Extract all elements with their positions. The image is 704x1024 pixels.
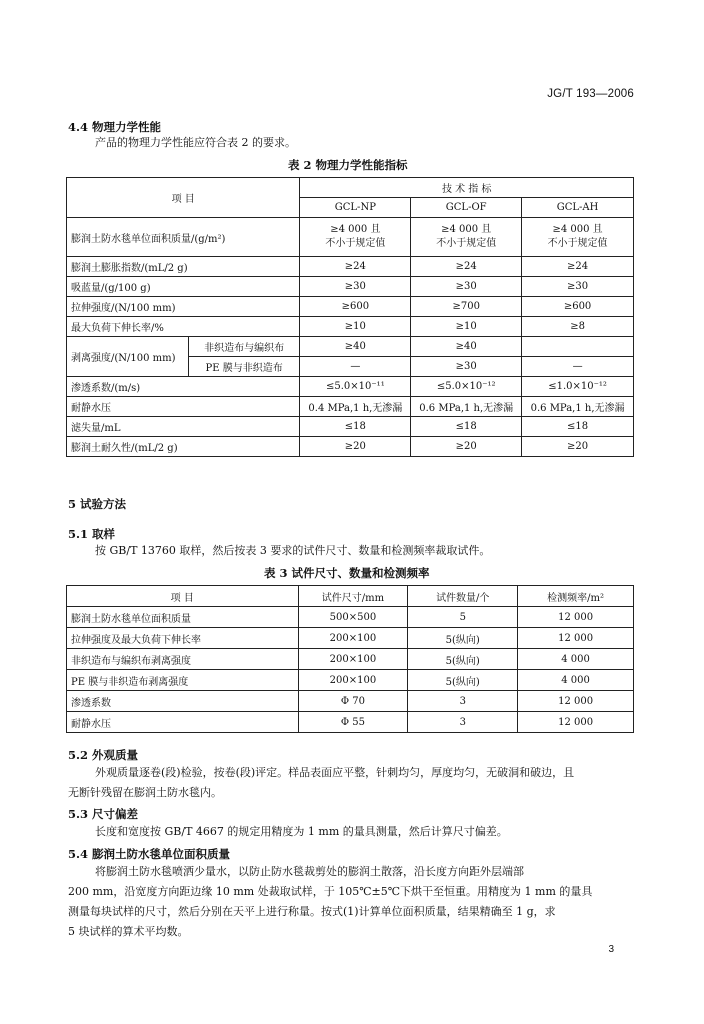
table-2-cell: ≥24 bbox=[411, 257, 522, 277]
section-5-2-paragraph-line1: 外观质量逐卷(段)检验，按卷(段)评定。样品表面应平整，针刺均匀，厚度均匀，无破洞和破边，且 bbox=[95, 766, 575, 779]
table-2-item: 耐静水压 bbox=[67, 397, 300, 417]
table-row bbox=[67, 691, 634, 712]
table-2-item: 膨润土防水毯单位面积质量/(g/m²) bbox=[67, 218, 300, 257]
table-3-cell: 500×500 bbox=[298, 607, 408, 628]
table-3-cell: 5 bbox=[408, 607, 518, 628]
table-2-subitem: 非织造布与编织布 bbox=[188, 337, 300, 357]
table-2-subheader: GCL-OF bbox=[411, 198, 522, 218]
table-2-item: 最大负荷下伸长率/% bbox=[67, 317, 300, 337]
table-3-cell: 12 000 bbox=[518, 628, 634, 649]
page-number: 3 bbox=[608, 944, 614, 955]
table-2-item: 膨润土耐久性/(mL/2 g) bbox=[67, 437, 300, 457]
table-row bbox=[67, 257, 634, 277]
table-2-cell: ≥30 bbox=[411, 357, 522, 377]
table-3 bbox=[66, 585, 634, 733]
table-2-cell: ≥30 bbox=[411, 277, 522, 297]
section-5-heading: 5 试验方法 bbox=[68, 497, 127, 511]
table-3-cell: 5(纵向) bbox=[408, 670, 518, 691]
table-2-item: 膨润土膨胀指数/(mL/2 g) bbox=[67, 257, 300, 277]
section-5-4-line4: 5 块试样的算术平均数。 bbox=[68, 925, 189, 938]
table-2-cell: ≥4 000 且 不小于规定值 bbox=[411, 218, 522, 257]
table-2-subheader: GCL-AH bbox=[522, 198, 634, 218]
table-3-cell: 12 000 bbox=[518, 691, 634, 712]
table-3-caption: 表 3 试件尺寸、数量和检测频率 bbox=[264, 566, 430, 580]
table-2-cell: ≥40 bbox=[411, 337, 522, 357]
table-3-cell: 非织造布与编织布剥离强度 bbox=[67, 649, 299, 670]
standard-number: JG/T 193—2006 bbox=[547, 88, 634, 100]
table-2-item: 渗透系数/(m/s) bbox=[67, 377, 300, 397]
table-2 bbox=[66, 177, 634, 457]
table-2-cell: ≥10 bbox=[411, 317, 522, 337]
table-2-tech-header: 技 术 指 标 bbox=[300, 178, 634, 198]
table-2-cell: ≥600 bbox=[300, 297, 411, 317]
section-5-2-heading: 5.2 外观质量 bbox=[68, 748, 139, 762]
table-3-cell: 4 000 bbox=[518, 670, 634, 691]
table-2-cell: — bbox=[522, 357, 634, 377]
table-2-item: 吸蓝量/(g/100 g) bbox=[67, 277, 300, 297]
section-4-4-heading: 4.4 物理力学性能 bbox=[68, 120, 162, 134]
section-5-4-line2: 200 mm，沿宽度方向距边缘 10 mm 处裁取试样，于 105℃±5℃下烘干至恒重。用精度为 1 mm 的量具 bbox=[68, 885, 593, 898]
table-3-cell: 3 bbox=[408, 691, 518, 712]
table-2-cell: ≥24 bbox=[300, 257, 411, 277]
table-2-cell: ≥30 bbox=[522, 277, 634, 297]
table-2-cell: ≥700 bbox=[411, 297, 522, 317]
table-2-item: 剥离强度/(N/100 mm) bbox=[67, 337, 189, 377]
table-2-cell: ≥4 000 且 不小于规定值 bbox=[522, 218, 634, 257]
table-2-cell: ≤5.0×10⁻¹¹ bbox=[300, 377, 411, 397]
table-row bbox=[67, 417, 634, 437]
table-3-header: 检测频率/m² bbox=[518, 586, 634, 607]
section-5-4-heading: 5.4 膨润土防水毯单位面积质量 bbox=[68, 847, 231, 861]
table-3-cell: 12 000 bbox=[518, 712, 634, 733]
table-3-cell: PE 膜与非织造布剥离强度 bbox=[67, 670, 299, 691]
table-3-cell: 5(纵向) bbox=[408, 649, 518, 670]
table-row bbox=[67, 628, 634, 649]
section-5-2-paragraph-line2: 无断针残留在膨润土防水毯内。 bbox=[68, 786, 222, 799]
section-5-4-line3: 测量每块试样的尺寸，然后分别在天平上进行称量。按式(1)计算单位面积质量，结果精确至 1 g，求 bbox=[68, 905, 556, 918]
table-2-cell: ≤5.0×10⁻¹² bbox=[411, 377, 522, 397]
table-row bbox=[67, 607, 634, 628]
table-2-caption: 表 2 物理力学性能指标 bbox=[288, 158, 408, 172]
table-row bbox=[67, 649, 634, 670]
table-3-cell: 200×100 bbox=[298, 649, 408, 670]
table-2-cell: ≥10 bbox=[300, 317, 411, 337]
table-2-cell: ≥20 bbox=[300, 437, 411, 457]
table-2-cell: 0.6 MPa,1 h,无渗漏 bbox=[411, 397, 522, 417]
section-5-1-heading: 5.1 取样 bbox=[68, 527, 116, 541]
table-3-header: 试件尺寸/mm bbox=[298, 586, 408, 607]
table-2-cell: ≤18 bbox=[411, 417, 522, 437]
table-2-cell bbox=[522, 337, 634, 357]
table-3-cell: 耐静水压 bbox=[67, 712, 299, 733]
table-2-cell: ≥4 000 且 不小于规定值 bbox=[300, 218, 411, 257]
table-2-cell: ≥20 bbox=[522, 437, 634, 457]
table-2-cell: ≤1.0×10⁻¹² bbox=[522, 377, 634, 397]
table-row bbox=[67, 437, 634, 457]
table-2-cell: ≤18 bbox=[300, 417, 411, 437]
table-3-cell: 200×100 bbox=[298, 670, 408, 691]
section-5-4-line1: 将膨润土防水毯喷洒少量水，以防止防水毯裁剪处的膨润土散落，沿长度方向距外层端部 bbox=[95, 865, 524, 878]
table-3-cell: Φ 55 bbox=[298, 712, 408, 733]
table-row bbox=[67, 397, 634, 417]
table-row bbox=[67, 317, 634, 337]
section-5-3-paragraph: 长度和宽度按 GB/T 4667 的规定用精度为 1 mm 的量具测量，然后计算尺寸偏差。 bbox=[95, 825, 508, 838]
table-3-cell: 5(纵向) bbox=[408, 628, 518, 649]
table-row bbox=[67, 277, 634, 297]
table-2-cell: ≥20 bbox=[411, 437, 522, 457]
table-2-subheader: GCL-NP bbox=[300, 198, 411, 218]
table-row bbox=[67, 218, 634, 257]
table-3-cell: Φ 70 bbox=[298, 691, 408, 712]
table-row bbox=[67, 712, 634, 733]
table-3-cell: 渗透系数 bbox=[67, 691, 299, 712]
table-3-header: 项 目 bbox=[67, 586, 299, 607]
table-row bbox=[67, 337, 634, 357]
table-2-cell: — bbox=[300, 357, 411, 377]
table-2-item: 滤失量/mL bbox=[67, 417, 300, 437]
table-2-cell: 0.4 MPa,1 h,无渗漏 bbox=[300, 397, 411, 417]
table-3-cell: 200×100 bbox=[298, 628, 408, 649]
table-row bbox=[67, 297, 634, 317]
table-2-cell: ≥8 bbox=[522, 317, 634, 337]
table-3-cell: 拉伸强度及最大负荷下伸长率 bbox=[67, 628, 299, 649]
section-4-4-paragraph: 产品的物理力学性能应符合表 2 的要求。 bbox=[95, 136, 296, 149]
table-2-cell: 0.6 MPa,1 h,无渗漏 bbox=[522, 397, 634, 417]
table-2-subitem: PE 膜与非织造布 bbox=[188, 357, 300, 377]
table-3-cell: 12 000 bbox=[518, 607, 634, 628]
table-2-cell: ≥24 bbox=[522, 257, 634, 277]
table-row bbox=[67, 377, 634, 397]
table-2-item: 拉伸强度/(N/100 mm) bbox=[67, 297, 300, 317]
table-3-header: 试件数量/个 bbox=[408, 586, 518, 607]
table-2-item-header: 项 目 bbox=[67, 178, 300, 218]
section-5-3-heading: 5.3 尺寸偏差 bbox=[68, 807, 139, 821]
table-3-cell: 膨润土防水毯单位面积质量 bbox=[67, 607, 299, 628]
table-2-cell: ≥600 bbox=[522, 297, 634, 317]
table-2-cell: ≥40 bbox=[300, 337, 411, 357]
table-3-cell: 3 bbox=[408, 712, 518, 733]
table-row bbox=[67, 670, 634, 691]
table-2-cell: ≥30 bbox=[300, 277, 411, 297]
table-3-cell: 4 000 bbox=[518, 649, 634, 670]
table-2-cell: ≤18 bbox=[522, 417, 634, 437]
section-5-1-paragraph: 按 GB/T 13760 取样，然后按表 3 要求的试件尺寸、数量和检测频率裁取试件。 bbox=[95, 544, 491, 557]
